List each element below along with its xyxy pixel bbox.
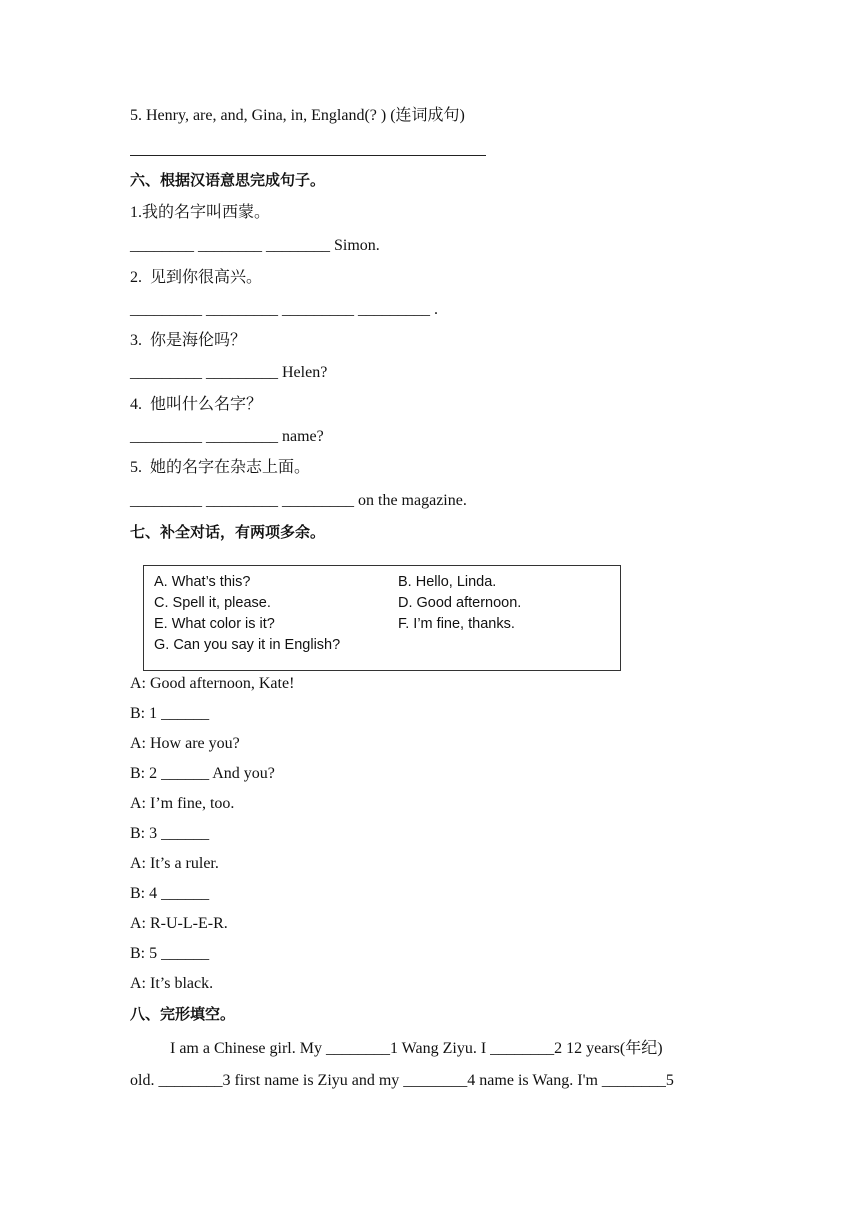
section-6-heading: 六、根据汉语意思完成句子。 <box>130 171 326 189</box>
dialogue-line: B: 4 ______ <box>130 885 210 902</box>
dialogue-line: A: R-U-L-E-R. <box>130 915 228 932</box>
option-c: C. Spell it, please. <box>154 595 271 611</box>
section-6-item-4-answer: _________ _________ name? <box>130 428 324 445</box>
option-b: B. Hello, Linda. <box>398 574 497 590</box>
options-box <box>143 565 621 671</box>
section-7-heading: 七、补全对话，有两项多余。 <box>130 523 326 541</box>
question-5: 5. Henry, are, and, Gina, in, England(? ) (连词成句) <box>130 107 465 124</box>
answer-line <box>130 155 486 156</box>
dialogue-line: B: 3 ______ <box>130 825 210 842</box>
option-e: E. What color is it? <box>154 616 275 632</box>
dialogue-line: A: I’m fine, too. <box>130 795 235 812</box>
option-g: G. Can you say it in English? <box>154 637 341 653</box>
section-6-item-3-prompt: 3. 你是海伦吗？ <box>130 332 247 349</box>
dialogue-line: A: Good afternoon, Kate! <box>130 675 295 692</box>
dialogue-line: A: It’s a ruler. <box>130 855 219 872</box>
dialogue-line: B: 1 ______ <box>130 705 210 722</box>
section-6-item-3-answer: _________ _________ Helen? <box>130 364 328 381</box>
section-6-item-2-prompt: 2. 见到你很高兴。 <box>130 269 263 286</box>
section-8-heading: 八、完形填空。 <box>130 1005 236 1023</box>
section-6-item-5-prompt: 5. 她的名字在杂志上面。 <box>130 459 311 476</box>
section-6-item-1-answer: ________ ________ ________ Simon. <box>130 237 380 254</box>
section-6-item-1-prompt: 1.我的名字叫西蒙。 <box>130 204 271 221</box>
option-f: F. I’m fine, thanks. <box>398 616 515 632</box>
section-6-item-4-prompt: 4. 他叫什么名字？ <box>130 396 263 413</box>
cloze-paragraph-line-1: I am a Chinese girl. My ________1 Wang Ziyu. I ________2 12 years(年纪) <box>170 1040 663 1057</box>
dialogue-line: A: It’s black. <box>130 975 214 992</box>
dialogue-line: B: 5 ______ <box>130 945 210 962</box>
section-6-item-5-answer: _________ _________ _________ on the magazine. <box>130 492 467 509</box>
section-6-item-2-answer: _________ _________ _________ _________ . <box>130 301 438 318</box>
option-a: A. What’s this? <box>154 574 251 590</box>
dialogue-line: A: How are you? <box>130 735 240 752</box>
dialogue-line: B: 2 ______ And you? <box>130 765 275 782</box>
cloze-paragraph-line-2: old. ________3 first name is Ziyu and my ________4 name is Wang. I'm ________5 <box>130 1072 674 1089</box>
option-d: D. Good afternoon. <box>398 595 522 611</box>
